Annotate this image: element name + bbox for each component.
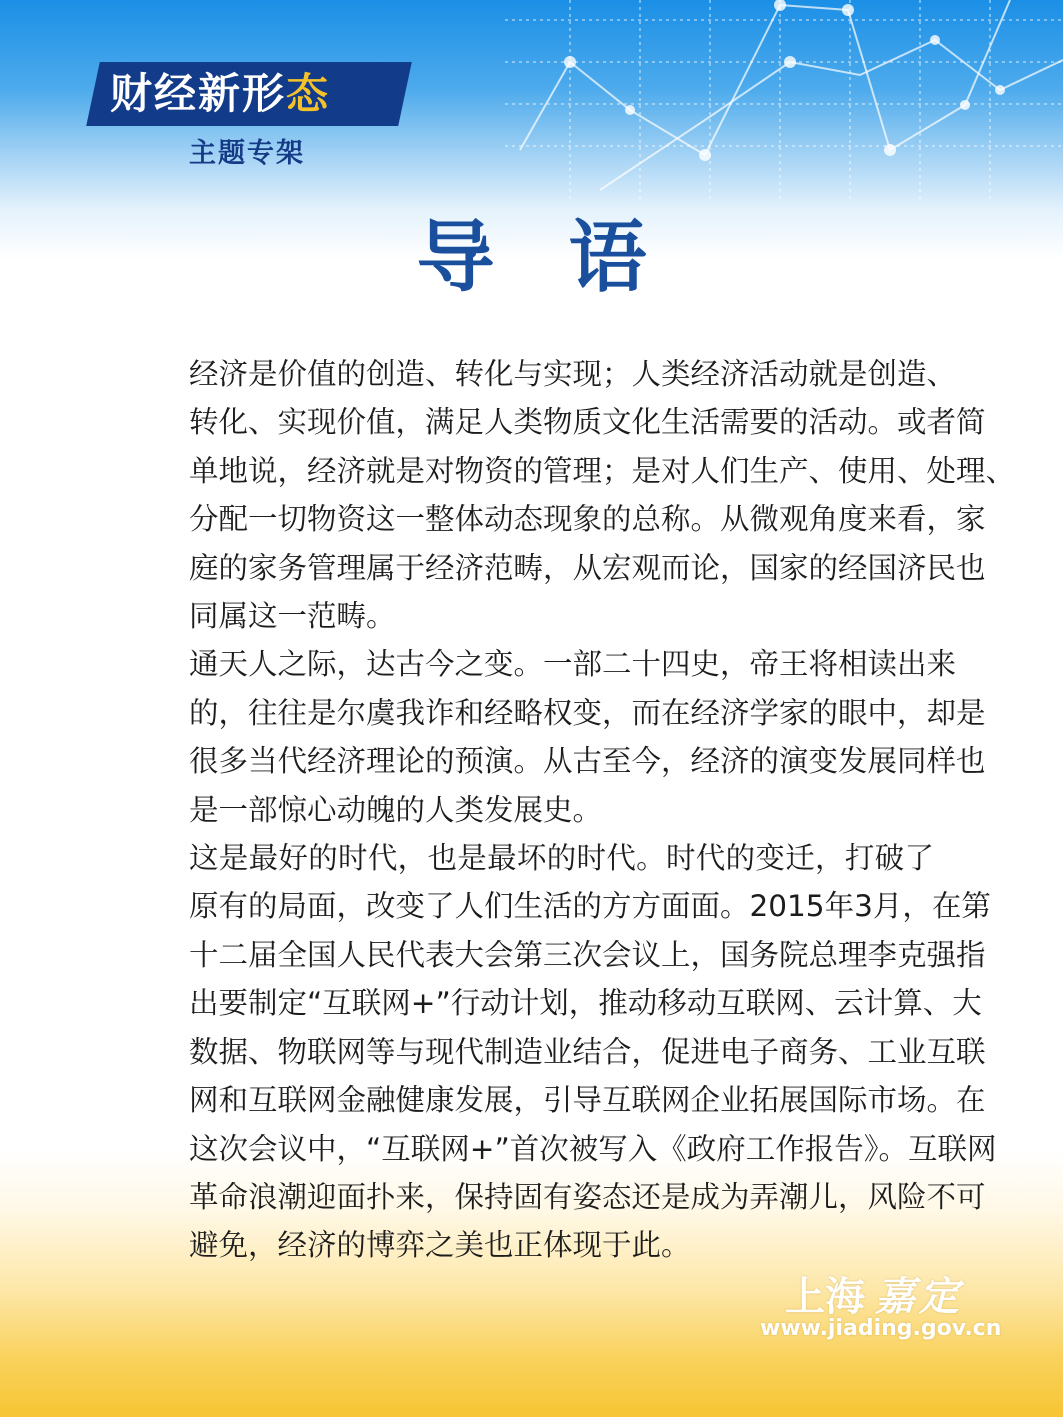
footer-url: www.jiading.gov.cn	[760, 1316, 1002, 1341]
paragraph-3-line-8: 革命浪潮迎面扑来，保持固有姿态还是成为弄潮儿，风险不可	[189, 1179, 986, 1214]
page-title	[0, 210, 1063, 306]
paragraph-1-line-2: 转化、实现价值，满足人类物质文化生活需要的活动。或者简	[189, 405, 986, 440]
paragraph-2-line-1: 通天人之际，达古今之变。一部二十四史，帝王将相读出来	[189, 647, 957, 682]
paragraph-3-line-5: 数据、物联网等与现代制造业结合，促进电子商务、工业互联	[189, 1034, 986, 1069]
paragraph-2	[130, 640, 986, 834]
title-char-2: 语	[568, 212, 647, 303]
logo-title-accent: 态	[286, 69, 331, 118]
paragraph-2-line-4: 是一部惊心动魄的人类发展史。	[189, 792, 603, 827]
paragraph-3-line-6: 网和互联网金融健康发展，引导互联网企业拓展国际市场。在	[189, 1083, 986, 1118]
brand-city: 上海	[785, 1274, 865, 1320]
paragraph-3-line-2: 原有的局面，改变了人们生活的方方面面。2015年3月，在第	[189, 889, 991, 924]
paragraph-1-line-3: 单地说，经济就是对物资的管理；是对人们生产、使用、处理、	[189, 453, 1016, 488]
logo-title-main: 财经新形	[110, 69, 287, 118]
paragraph-1-line-5: 庭的家务管理属于经济范畴，从宏观而论，国家的经国济民也	[189, 550, 986, 585]
paragraph-1-line-4: 分配一切物资这一整体动态现象的总称。从微观角度来看，家	[189, 502, 986, 537]
paragraph-3	[130, 834, 997, 1270]
brand-district: 嘉定	[875, 1273, 963, 1320]
logo-title	[110, 66, 410, 122]
paragraph-3-line-1: 这是最好的时代，也是最坏的时代。时代的变迁，打破了	[189, 841, 934, 876]
paragraph-2-line-3: 很多当代经济理论的预演。从古至今，经济的演变发展同样也	[189, 744, 986, 779]
paragraph-2-line-2: 的，往往是尔虞我诈和经略权变，而在经济学家的眼中，却是	[189, 695, 986, 730]
paragraph-3-line-9: 避免，经济的博弈之美也正体现于此。	[189, 1228, 691, 1263]
paragraph-1-line-6: 同属这一范畴。	[189, 599, 396, 634]
title-char-1: 导	[416, 212, 495, 303]
paragraph-3-line-4: 出要制定“互联网+”行动计划，推动移动互联网、云计算、大	[189, 986, 982, 1021]
paragraph-1	[130, 350, 1016, 640]
paragraph-3-line-7: 这次会议中，“互联网+”首次被写入《政府工作报告》。互联网	[189, 1131, 997, 1166]
paragraph-1-line-1: 经济是价值的创造、转化与实现；人类经济活动就是创造、	[189, 357, 957, 391]
paragraph-3-line-3: 十二届全国人民代表大会第三次会议上，国务院总理李克强指	[189, 937, 986, 972]
article-body	[130, 350, 1016, 1270]
header-subtitle: 主题专架	[189, 138, 305, 169]
